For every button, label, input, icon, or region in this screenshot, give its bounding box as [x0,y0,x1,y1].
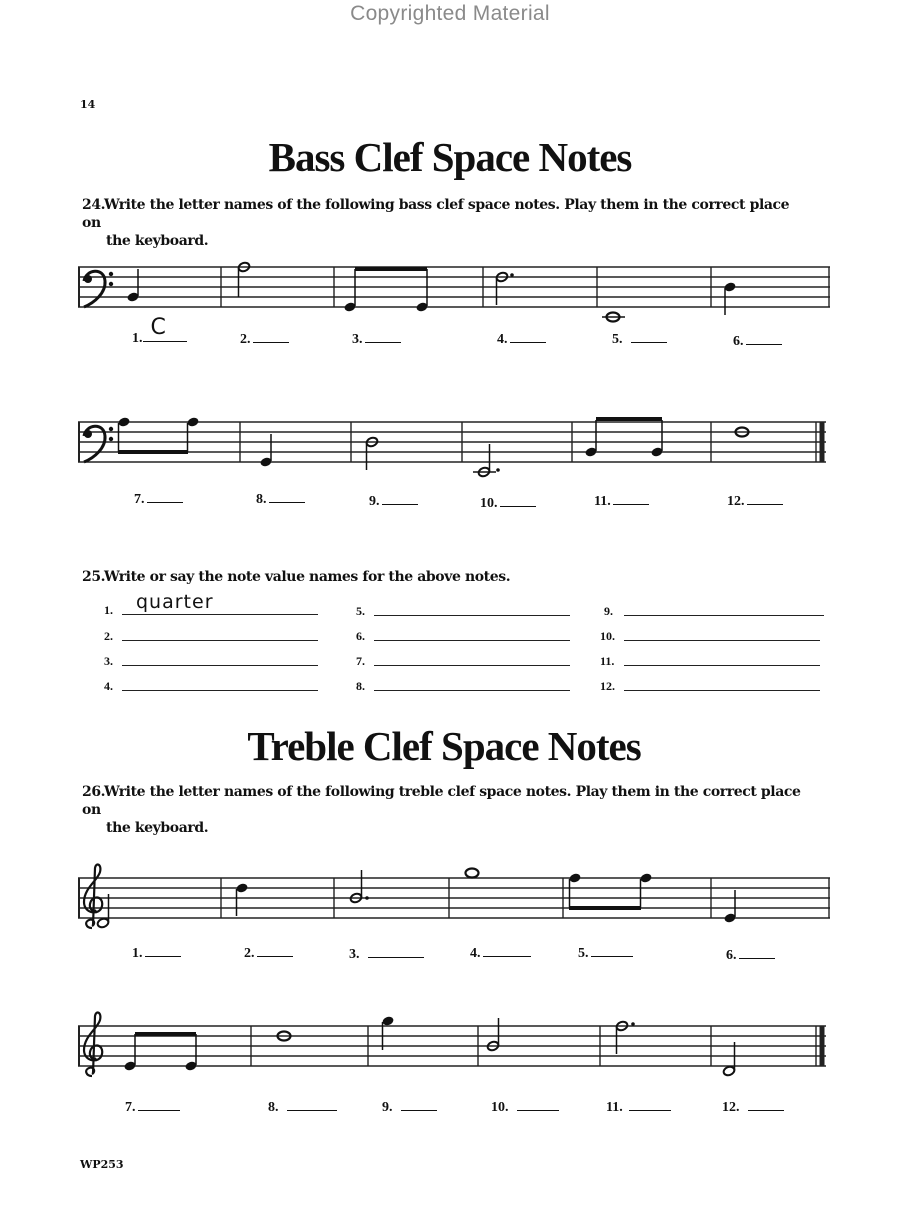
value-answer-1[interactable] [104,591,324,619]
treble-answer-5[interactable] [578,944,633,962]
value-answer-8[interactable] [356,679,576,695]
answer-number: 9. [369,494,380,509]
bass-answer-10[interactable] [480,494,536,512]
answer-number: 1. [104,603,113,617]
bass-staff-row-1 [78,255,830,325]
value-answer-2[interactable] [104,629,324,645]
answer-number: 10. [491,1100,509,1115]
treble-answer-7[interactable] [125,1098,180,1116]
answer-number: 3. [352,332,363,347]
answer-number: 3. [104,654,113,668]
question-26-number: 26. [82,784,106,800]
treble-staff-row-1 [78,862,830,934]
question-25-text: Write or say the note value names for the above notes. [104,569,511,585]
value-answer-9[interactable] [604,604,830,620]
treble-answer-4[interactable] [470,944,531,962]
bass-answer-1[interactable] [132,315,187,347]
value-answer-10[interactable] [600,629,826,645]
bass-answer-4[interactable] [497,330,546,348]
answer-number: 9. [382,1100,393,1115]
page-number: 14 [80,98,96,111]
value-answer-12[interactable] [600,679,826,695]
value-answer-7[interactable] [356,654,576,670]
value-answer-4[interactable] [104,679,324,695]
bass-answer-11[interactable] [594,492,649,510]
answer-number: 7. [125,1100,136,1115]
copyright-watermark: Copyrighted Material [350,2,550,25]
answer-number: 2. [104,629,113,643]
handwritten-answer: C [150,315,166,340]
answer-number: 9. [604,604,613,618]
answer-number: 8. [356,679,365,693]
answer-number: 7. [356,654,365,668]
bass-answer-8[interactable] [256,490,305,508]
value-answer-6[interactable] [356,629,576,645]
answer-number: 5. [578,946,589,961]
value-answer-3[interactable] [104,654,324,670]
question-25-number: 25. [82,569,106,585]
treble-answer-1[interactable] [132,944,181,962]
answer-number: 2. [244,946,255,961]
bass-answer-3[interactable] [352,330,401,348]
answer-number: 6. [726,948,737,963]
value-answer-5[interactable] [356,604,576,620]
treble-staff-row-2 [78,1010,830,1082]
answer-number: 6. [733,334,744,349]
handwritten-answer: quarter [136,591,214,613]
bass-answer-6[interactable] [733,332,782,350]
answer-number: 10. [600,629,615,643]
question-24-instruction [82,196,802,250]
answer-number: 7. [134,492,145,507]
answer-number: 11. [600,654,615,668]
answer-number: 6. [356,629,365,643]
answer-number: 12. [722,1100,740,1115]
question-24-number: 24. [82,197,106,213]
answer-number: 8. [256,492,267,507]
answer-number: 2. [240,332,251,347]
bass-answer-9[interactable] [369,492,418,510]
answer-number: 1. [132,946,143,961]
question-25-instruction [82,568,802,586]
footer-code: WP253 [80,1158,124,1171]
treble-answer-3[interactable] [349,945,424,963]
answer-number: 4. [104,679,113,693]
treble-answer-12[interactable] [722,1098,784,1116]
question-26-line1: Write the letter names of the following treble clef space notes. Play them in the correct place on [82,784,801,818]
treble-answer-8[interactable] [268,1098,337,1116]
bass-answer-5[interactable] [612,330,667,348]
treble-answer-11[interactable] [606,1098,671,1116]
treble-answer-9[interactable] [382,1098,437,1116]
answer-number: 8. [268,1100,279,1115]
bass-answer-12[interactable] [727,492,783,510]
answer-number: 4. [470,946,481,961]
question-24-line2: the keyboard. [106,233,209,249]
treble-section-title: Treble Clef Space Notes [247,723,641,769]
answer-number: 11. [606,1100,623,1115]
question-26-instruction [82,783,802,837]
answer-number: 11. [594,494,611,509]
value-answer-11[interactable] [600,654,826,670]
answer-number: 5. [356,604,365,618]
answer-number: 4. [497,332,508,347]
bass-section-title: Bass Clef Space Notes [268,134,632,180]
bass-staff-row-2 [78,410,830,480]
question-24-line1: Write the letter names of the following bass clef space notes. Play them in the correct place on [82,197,790,231]
answer-number: 12. [727,494,745,509]
treble-answer-6[interactable] [726,946,775,964]
treble-answer-2[interactable] [244,944,293,962]
answer-number: 1. [132,331,143,346]
treble-answer-10[interactable] [491,1098,559,1116]
question-26-line2: the keyboard. [106,820,209,836]
answer-number: 12. [600,679,615,693]
answer-number: 5. [612,332,623,347]
bass-answer-7[interactable] [134,490,183,508]
answer-number: 10. [480,496,498,511]
bass-answer-2[interactable] [240,330,289,348]
answer-number: 3. [349,947,360,962]
